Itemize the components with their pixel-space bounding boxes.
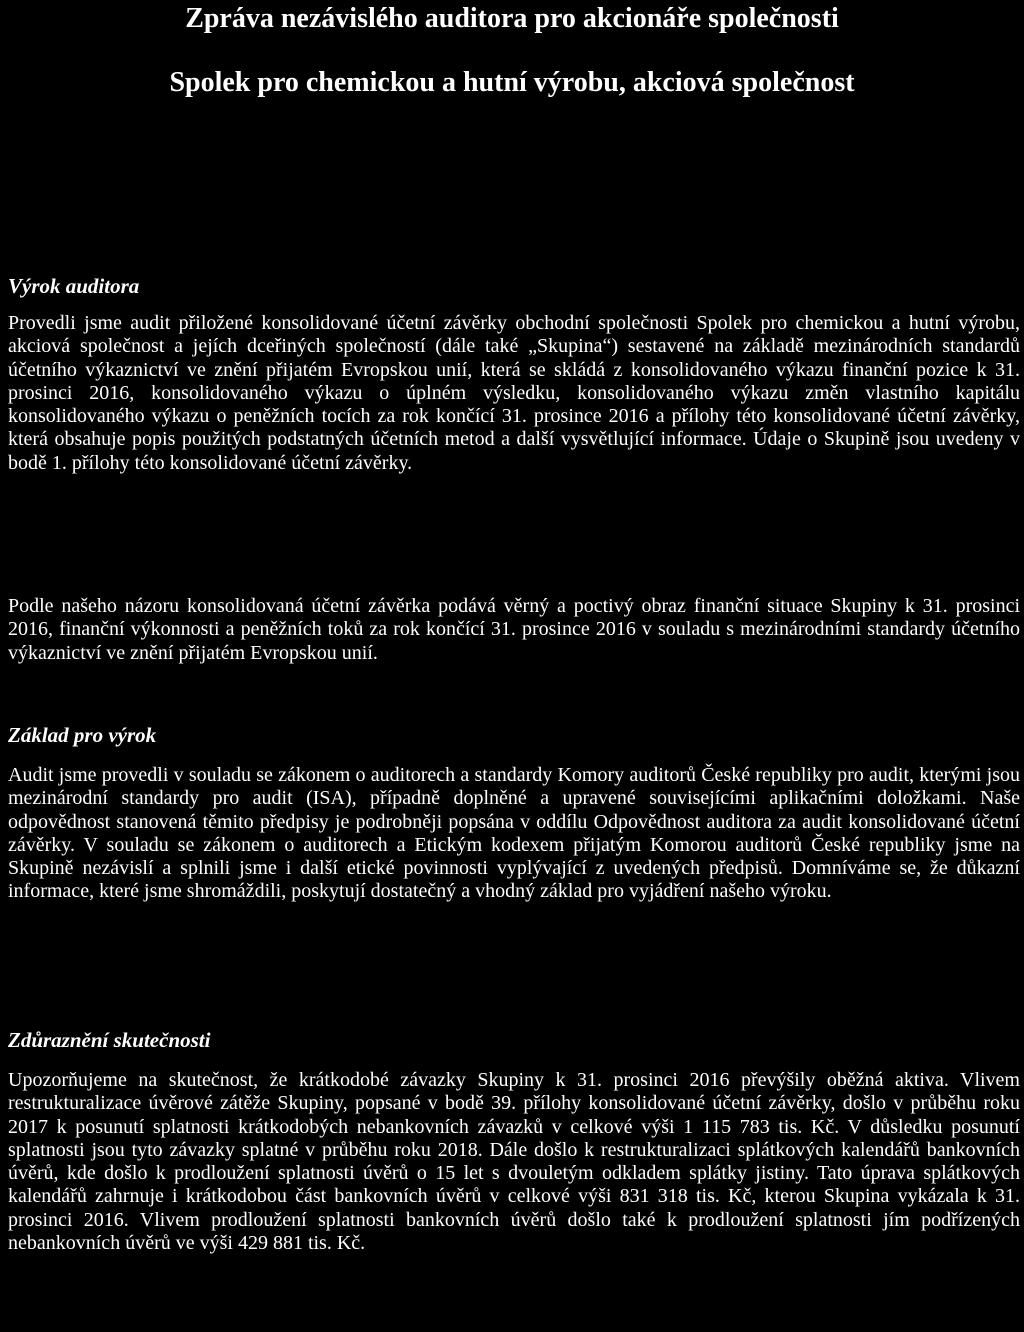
emphasis-paragraph: Upozorňujeme na skutečnost, že krátkodobé závazky Skupiny k 31. prosinci 2016 převýšily oběžná aktiva. Vlivem restrukturalizace úvěrové zátěže Skupiny, popsané v bodě 39. přílohy konsolidované účetní závěrky, došlo v průběhu roku 2017 k posunutí splatnosti krátkodobých nebankovních závazků v celkové výši 1 115 783 tis. Kč. V důsledku posunutí splatnosti jsou tyto závazky splatné v průběhu roku 2018. Dále došlo k restrukturalizaci splátkových kalendářů bankovních úvěrů, kde došlo k prodloužení splatnosti úvěrů o 15 let s dvouletým odkladem splátky jistiny. Tato úprava splátkových kalendářů zahrnuje i krátkodobou část bankovních úvěrů v celkové výši 831 318 tis. Kč, kterou Skupina vykázala k 31. prosinci 2016. Vlivem prodloužení splatnosti bankovních úvěrů došlo také k prodloužení splatnosti jím podřízených nebankovních úvěrů ve výši 429 881 tis. Kč. bbox=[8, 1069, 1020, 1255]
section-heading-basis-for-opinion: Základ pro výrok bbox=[8, 723, 157, 747]
section-heading-emphasis-of-matter: Zdůraznění skutečnosti bbox=[8, 1028, 211, 1052]
document-title: Zpráva nezávislého auditora pro akcionáře společnosti bbox=[185, 3, 839, 34]
company-name-title: Spolek pro chemickou a hutní výrobu, akciová společnost bbox=[169, 67, 855, 98]
basis-paragraph: Audit jsme provedli v souladu se zákonem o auditorech a standardy Komory auditorů České republiky pro audit, kterými jsou mezinárodní standardy pro audit (ISA), případně doplněné a upravené souvisejícími aplikačními doložkami. Naše odpovědnost stanovená těmito předpisy je podrobněji popsána v oddílu Odpovědnost auditora za audit konsolidované účetní závěrky. V souladu se zákonem o auditorech a Etickým kodexem přijatým Komorou auditorů České republiky jsme na Skupině nezávislí a splnili jsme i další etické povinnosti vyplývající z uvedených předpisů. Domníváme se, že důkazní informace, které jsme shromáždili, poskytují dostatečný a vhodný základ pro vyjádření našeho výroku. bbox=[8, 764, 1020, 903]
section-heading-auditor-opinion: Výrok auditora bbox=[8, 274, 140, 298]
opinion-paragraph-2: Podle našeho názoru konsolidovaná účetní závěrka podává věrný a poctivý obraz finanční situace Skupiny k 31. prosinci 2016, finanční výkonnosti a peněžních toků za rok končící 31. prosince 2016 v souladu s mezinárodními standardy účetního výkaznictví ve znění přijatém Evropskou unií. bbox=[8, 595, 1020, 664]
opinion-paragraph-1: Provedli jsme audit přiložené konsolidované účetní závěrky obchodní společnosti Spolek pro chemickou a hutní výrobu, akciová společnost a jejích dceřiných společností (dále také „Skupina“) sestavené na základě mezinárodních standardů účetního výkaznictví ve znění přijatém Evropskou unií, která se skládá z konsolidovaného výkazu finanční pozice k 31. prosinci 2016, konsolidovaného výkazu o úplném výsledku, konsolidovaného výkazu změn vlastního kapitálu konsolidovaného výkazu o peněžních tocích za rok končící 31. prosince 2016 a přílohy této konsolidované účetní závěrky, která obsahuje popis použitých podstatných účetních metod a další vysvětlující informace. Údaje o Skupině jsou uvedeny v bodě 1. přílohy této konsolidované účetní závěrky. bbox=[8, 312, 1020, 474]
